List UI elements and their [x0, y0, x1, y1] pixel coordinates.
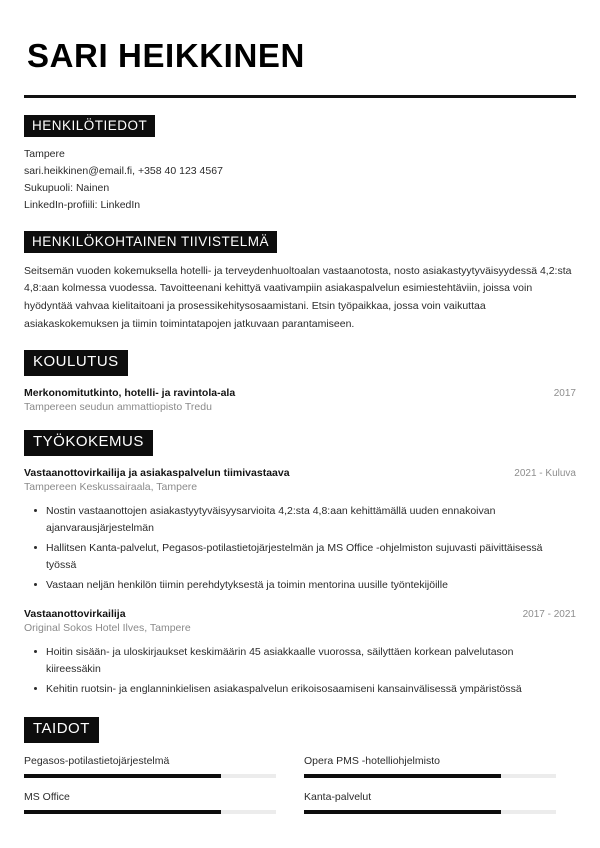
skill-label: MS Office [24, 790, 70, 803]
list-item: Hoitin sisään- ja uloskirjaukset keskimäärin 45 asiakkaalle vuorossa, säilyttäen korkean palvelutason kiireessäkin [46, 644, 576, 678]
skill-level-fill [304, 810, 501, 814]
contact-line-email-phone: sari.heikkinen@email.fi, +358 40 123 4567 [24, 164, 223, 177]
experience-employer: Original Sokos Hotel Ilves, Tampere [24, 621, 191, 634]
skill-level-fill [304, 774, 501, 778]
skill-level-bar [24, 810, 276, 814]
section-heading-education: KOULUTUS [24, 350, 128, 376]
skill-item [304, 791, 556, 814]
skill-item [24, 791, 276, 814]
experience-entry-header [24, 608, 576, 620]
section-heading-personal-details: HENKILÖTIEDOT [24, 115, 155, 137]
section-heading-summary: HENKILÖKOHTAINEN TIIVISTELMÄ [24, 231, 277, 253]
summary-text: Seitsemän vuoden kokemuksella hotelli- ja terveydenhuoltoalan vastaanotosta, nosto asiakastyytyväisyydessä 4,2:sta 4,8:aan kolmessa vuodessa. Tavoitteenani kehittyä vaativampiin asiakaspalvelun esimiestehtäviin, joissa voin hyödyntää vahvaa kielitaitoani ja prosessikehitysosaamistani. Etsin työpaikkaa, jossa voin vaikuttaa asiakaskokemuksen ja tiimin toimintatapojen jatkuvaan parantamiseen. [24, 264, 572, 330]
skill-label: Kanta-palvelut [304, 790, 372, 803]
experience-entry [24, 608, 576, 698]
experience-entry [24, 467, 576, 594]
experience-date: 2021 - Kuluva [514, 467, 576, 479]
skills-grid [24, 755, 576, 814]
list-item: Kehitin ruotsin- ja englanninkielisen asiakaspalvelun erikoisosaamiseni kansainvälisessä ympäristössä [46, 681, 576, 698]
experience-date: 2017 - 2021 [522, 608, 576, 620]
education-institution: Tampereen seudun ammattiopisto Tredu [24, 401, 212, 414]
experience-bullet-list [24, 644, 576, 698]
education-degree: Merkonomitutkinto, hotelli- ja ravintola-ala [24, 387, 236, 400]
experience-job-title: Vastaanottovirkailija [24, 607, 126, 620]
contact-line-location: Tampere [24, 147, 65, 160]
skill-level-bar [304, 810, 556, 814]
experience-employer: Tampereen Keskussairaala, Tampere [24, 480, 198, 493]
education-entry [24, 387, 576, 413]
section-skills [24, 717, 576, 814]
section-heading-skills: TAIDOT [24, 717, 99, 743]
skill-label: Pegasos-potilastietojärjestelmä [24, 754, 170, 767]
education-entry-header [24, 387, 576, 399]
list-item: Hallitsen Kanta-palvelut, Pegasos-potilastietojärjestelmän ja MS Office -ohjelmiston sujuvasti päivittäisessä työssä [46, 540, 576, 574]
skill-level-bar [304, 774, 556, 778]
education-date: 2017 [553, 388, 576, 400]
section-personal-details [24, 115, 576, 214]
header-divider [24, 95, 576, 98]
skill-item [24, 755, 276, 778]
skill-level-fill [24, 774, 221, 778]
experience-entry-header [24, 467, 576, 479]
section-education [24, 350, 576, 413]
experience-job-title: Vastaanottovirkailija ja asiakaspalvelun tiimivastaava [24, 466, 290, 479]
list-item: Nostin vastaanottojen asiakastyytyväisyysarvioita 4,2:sta 4,8:aan kehittämällä uuden ennakoivan ajanvarausjärjestelmän [46, 503, 576, 537]
contact-line-gender: Sukupuoli: Nainen [24, 181, 110, 194]
skill-level-fill [24, 810, 221, 814]
list-item: Vastaan neljän henkilön tiimin perehdytyksestä ja toimin mentorina uusille työntekijöille [46, 577, 576, 594]
skill-item [304, 755, 556, 778]
section-heading-experience: TYÖKOKEMUS [24, 430, 153, 456]
section-experience [24, 430, 576, 698]
section-summary [24, 231, 576, 334]
contact-line-linkedin[interactable]: LinkedIn-profiili: LinkedIn [24, 198, 141, 211]
contact-details [24, 146, 576, 214]
skill-level-bar [24, 774, 276, 778]
skill-label: Opera PMS -hotelliohjelmisto [304, 754, 440, 767]
experience-bullet-list [24, 503, 576, 594]
page-title: SARI HEIKKINEN [27, 37, 305, 74]
